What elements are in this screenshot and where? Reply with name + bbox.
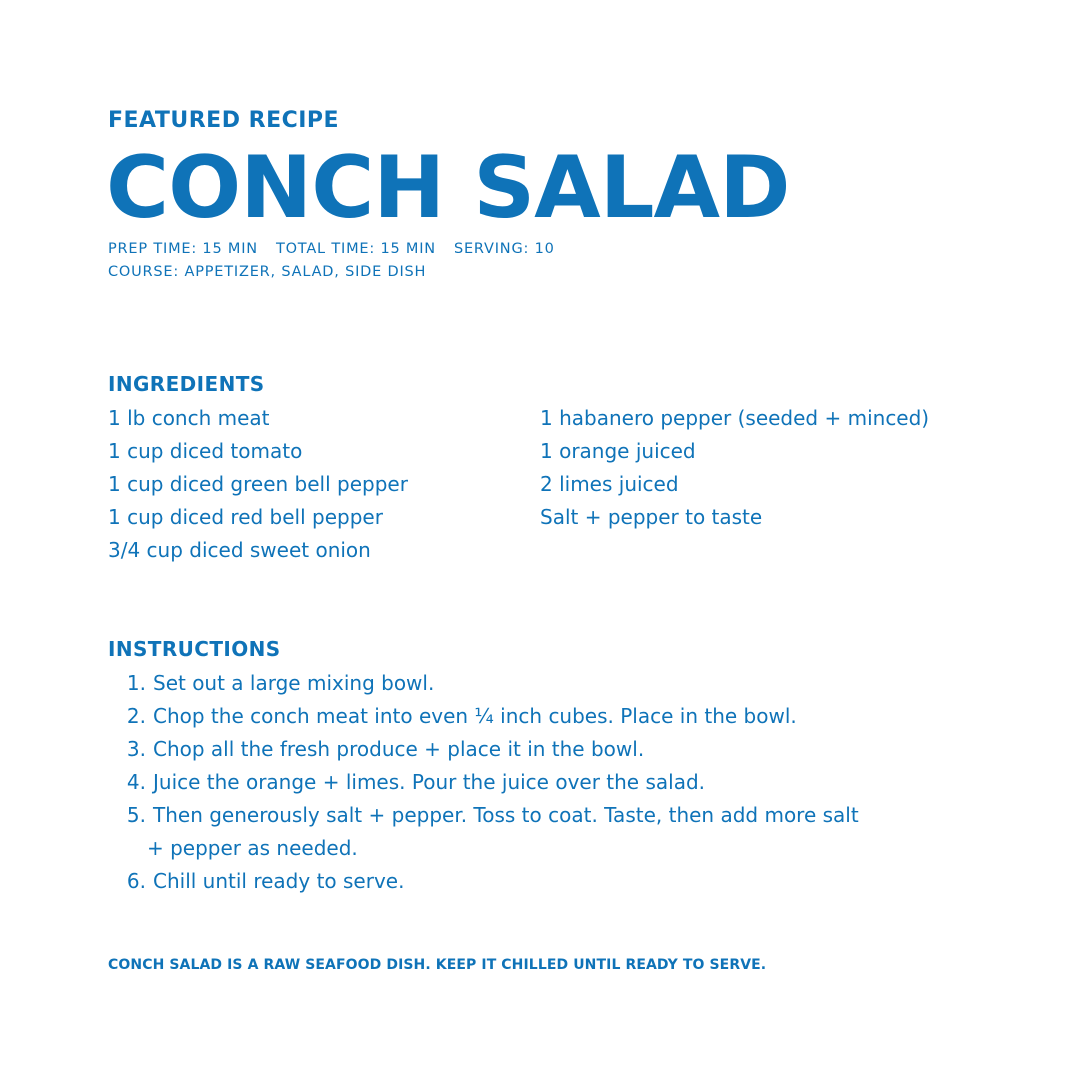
- ingredients-list-right: [540, 402, 929, 534]
- step-number: 5.: [126, 803, 146, 827]
- step-number: 2.: [126, 704, 146, 728]
- instructions-list: [108, 667, 988, 898]
- ingredient-item: 1 lb conch meat: [108, 406, 270, 430]
- featured-recipe-label: FEATURED RECIPE: [108, 108, 340, 133]
- ingredient-item: 2 limes juiced: [540, 472, 679, 496]
- ingredient-item: Salt + pepper to taste: [540, 505, 763, 529]
- step-text: Then generously salt + pepper. Toss to coat. Taste, then add more salt: [153, 803, 859, 827]
- safety-note: CONCH SALAD IS A RAW SEAFOOD DISH. KEEP IT CHILLED UNTIL READY TO SERVE.: [108, 957, 767, 973]
- instruction-step: [108, 799, 988, 865]
- ingredient-item: 1 cup diced green bell pepper: [108, 472, 408, 496]
- ingredients-list-left: [108, 402, 408, 567]
- step-text: Chop the conch meat into even ¼ inch cubes. Place in the bowl.: [153, 704, 797, 728]
- total-time: TOTAL TIME: 15 MIN: [275, 241, 436, 257]
- step-text: Chill until ready to serve.: [153, 869, 405, 893]
- instruction-step: [108, 667, 988, 700]
- step-text-continuation: + pepper as needed.: [147, 836, 358, 860]
- instruction-step: [108, 733, 988, 766]
- serving: SERVING: 10: [453, 241, 555, 257]
- step-number: 6.: [126, 869, 146, 893]
- prep-time: PREP TIME: 15 MIN: [108, 241, 258, 257]
- ingredient-item: 3/4 cup diced sweet onion: [108, 538, 371, 562]
- instruction-step: [108, 865, 988, 898]
- ingredient-item: 1 orange juiced: [540, 439, 696, 463]
- recipe-meta-times: [108, 240, 555, 258]
- recipe-course: COURSE: APPETIZER, SALAD, SIDE DISH: [108, 264, 427, 280]
- ingredient-item: 1 cup diced tomato: [108, 439, 303, 463]
- step-number: 1.: [126, 671, 146, 695]
- step-number: 4.: [126, 770, 146, 794]
- step-text: Juice the orange + limes. Pour the juice over the salad.: [153, 770, 706, 794]
- instructions-heading: INSTRUCTIONS: [108, 637, 281, 661]
- ingredient-item: 1 habanero pepper (seeded + minced): [540, 406, 930, 430]
- step-number: 3.: [126, 737, 146, 761]
- step-text: Chop all the fresh produce + place it in the bowl.: [153, 737, 645, 761]
- ingredients-heading: INGREDIENTS: [108, 372, 265, 396]
- recipe-title: CONCH SALAD: [106, 138, 790, 238]
- instruction-step: [108, 700, 988, 733]
- step-text: Set out a large mixing bowl.: [153, 671, 435, 695]
- ingredient-item: 1 cup diced red bell pepper: [108, 505, 383, 529]
- instruction-step: [108, 766, 988, 799]
